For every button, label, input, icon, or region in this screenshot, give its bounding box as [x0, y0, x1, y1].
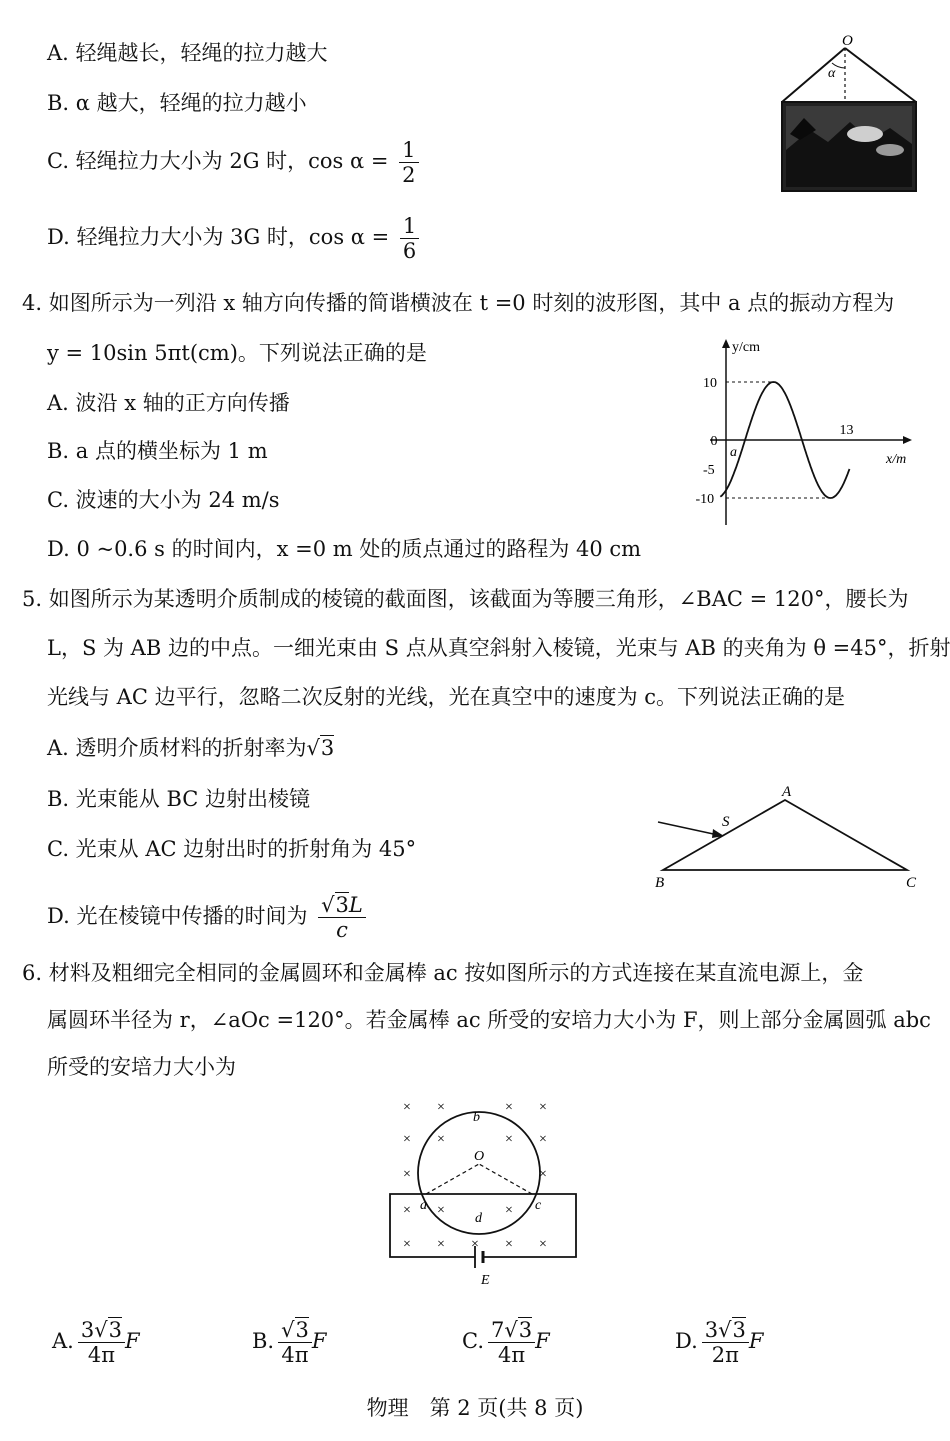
q4-option-d: D. 0 ~0.6 s 的时间内，x =0 m 处的质点通过的路程为 40 cm [47, 537, 642, 561]
magnetic-field-cross: × [471, 1237, 479, 1252]
label-b: b [473, 1110, 480, 1125]
q4-option-a: A. 波沿 x 轴的正方向传播 [47, 391, 290, 415]
magnetic-field-cross: × [539, 1237, 547, 1252]
label-a: a [420, 1198, 427, 1213]
rope-left [782, 48, 845, 102]
painting-cloud [847, 126, 883, 142]
magnetic-field-cross: × [403, 1203, 411, 1218]
option-numerator [278, 1318, 312, 1343]
magnetic-field-cross: × [403, 1237, 411, 1252]
radius-oc [479, 1164, 532, 1194]
q5-option-a [47, 735, 334, 761]
q5-option-c: C. 光束从 AC 边射出时的折射角为 45° [47, 837, 417, 861]
rope-right [845, 48, 916, 102]
y-tick-label: -5 [703, 463, 715, 478]
q5-option-d-numerator [318, 893, 366, 918]
vertex-c-label: C [906, 875, 917, 891]
q3-option-c-fraction [399, 138, 418, 187]
magnetic-field-cross: × [437, 1203, 445, 1218]
option-force-symbol: F [311, 1329, 327, 1353]
magnetic-field-cross: × [539, 1167, 547, 1182]
radius-oa [426, 1164, 479, 1194]
q3-option-a: A. 轻绳越长，轻绳的拉力越大 [47, 41, 328, 65]
page-footer: 物理 第 2 页(共 8 页) [366, 1396, 584, 1420]
magnetic-field-cross: × [505, 1203, 513, 1218]
option-numerator [488, 1318, 535, 1343]
y-tick-label: -10 [695, 492, 715, 507]
sqrt-sign: √ [504, 1318, 518, 1342]
q5-option-d [47, 893, 366, 942]
option-numerator [78, 1318, 125, 1343]
option-coefficient: 7 [491, 1318, 505, 1342]
q5-prism-figure [650, 780, 930, 895]
label-c: c [535, 1198, 542, 1213]
magnetic-field-cross: × [437, 1237, 445, 1252]
q6-option-a [52, 1318, 140, 1367]
q4-option-c: C. 波速的大小为 24 m/s [47, 488, 280, 512]
q4-wave-chart [680, 335, 925, 535]
q3-option-c-text: C. 轻绳拉力大小为 2G 时，cos α = [47, 149, 389, 173]
y-tick-label: 10 [703, 376, 717, 391]
magnetic-field-cross: × [505, 1132, 513, 1147]
q5-option-d-text: D. 光在棱镜中传播的时间为 [47, 904, 308, 928]
option-fraction [702, 1318, 749, 1367]
label-alpha: α [828, 66, 836, 81]
sqrt-sign: √ [306, 736, 320, 760]
option-radicand: 3 [732, 1318, 746, 1342]
magnetic-field-cross: × [403, 1167, 411, 1182]
option-letter: D. [675, 1329, 698, 1353]
q6-stem-line2: 属圆环半径为 r，∠aOc =120°。若金属棒 ac 所受的安培力大小为 F，则上部分金属圆弧 abc [47, 1008, 931, 1032]
point-s-label: S [722, 814, 730, 830]
sqrt-sign: √ [321, 893, 335, 917]
q5-option-d-fraction [318, 893, 366, 942]
magnetic-field-cross: × [437, 1132, 445, 1147]
option-denominator: 4π [87, 1343, 115, 1367]
point-a-label: a [730, 445, 737, 460]
q3-option-d-fraction [400, 214, 419, 263]
q6-stem-line1: 6. 材料及粗细完全相同的金属圆环和金属棒 ac 按如图所示的方式连接在某直流电源上，金 [22, 961, 864, 985]
q5-option-d-radicand: 3 [335, 893, 349, 917]
circuit-wire-right [483, 1194, 576, 1257]
option-denominator: 4π [281, 1343, 309, 1367]
q6-stem-line3: 所受的安培力大小为 [47, 1055, 236, 1079]
q5-option-d-num-var: L [348, 893, 363, 917]
q5-option-a-text: A. 透明介质材料的折射率为 [47, 736, 307, 760]
q3-option-c-numerator: 1 [399, 138, 418, 163]
y-axis-arrow [722, 339, 730, 348]
q3-option-d-denominator: 6 [402, 239, 417, 263]
q3-option-c-denominator: 2 [402, 163, 416, 187]
vertex-b-label: B [655, 875, 665, 891]
option-radicand: 3 [108, 1318, 122, 1342]
q5-option-d-den-var: c [336, 918, 348, 942]
option-fraction [488, 1318, 535, 1367]
q3-option-d [47, 214, 419, 263]
option-radicand: 3 [295, 1318, 309, 1342]
option-force-symbol: F [124, 1329, 140, 1353]
label-d: d [475, 1211, 482, 1226]
q3-option-c [47, 138, 419, 187]
option-force-symbol: F [748, 1329, 764, 1353]
option-coefficient: 3 [80, 1318, 95, 1342]
q3-option-b: B. α 越大，轻绳的拉力越小 [47, 91, 307, 115]
q3-option-d-text: D. 轻绳拉力大小为 3G 时，cos α = [47, 225, 390, 249]
option-letter: C. [462, 1329, 484, 1353]
magnetic-field-cross: × [505, 1237, 513, 1252]
sqrt-sign: √ [718, 1318, 732, 1342]
option-fraction [78, 1318, 125, 1367]
vertex-a-label: A [782, 784, 792, 800]
q3-hanging-picture-figure [770, 30, 930, 195]
q6-ring-circuit-figure [380, 1088, 590, 1293]
q5-option-d-denominator [318, 918, 366, 942]
x-axis-arrow [903, 436, 912, 444]
incident-ray [658, 822, 718, 835]
x-tick-label-13: 13 [839, 423, 854, 438]
painting-mist [876, 144, 904, 156]
q5-option-b: B. 光束能从 BC 边射出棱镜 [47, 787, 311, 811]
q5-stem-line2: L，S 为 AB 边的中点。一细光束由 S 点从真空斜射入棱镜，光束与 AB 的夹角为 θ =45°，折射 [47, 636, 950, 660]
q4-stem-line2: y = 10sin 5πt(cm)。下列说法正确的是 [47, 341, 427, 365]
sqrt-sign: √ [94, 1318, 108, 1342]
label-o: O [474, 1149, 485, 1164]
option-force-symbol: F [535, 1329, 550, 1353]
q6-option-c [462, 1318, 550, 1367]
magnetic-field-cross: × [505, 1100, 513, 1115]
prism-triangle [663, 800, 907, 870]
sqrt-sign: √ [281, 1318, 295, 1342]
magnetic-field-cross: × [437, 1100, 445, 1115]
option-letter: B. [252, 1329, 275, 1353]
y-axis-label: y/cm [732, 340, 760, 355]
magnetic-field-cross: × [539, 1100, 547, 1115]
q5-stem-line1: 5. 如图所示为某透明介质制成的棱镜的截面图，该截面为等腰三角形，∠BAC = 120°，腰长为 [22, 587, 909, 611]
q5-option-a-radicand: 3 [320, 736, 335, 760]
magnetic-field-cross: × [403, 1100, 411, 1115]
y-tick-label: 0 [710, 434, 718, 449]
q6-option-b [252, 1318, 326, 1367]
q6-option-d [675, 1318, 763, 1367]
option-coefficient: 3 [704, 1318, 719, 1342]
option-radicand: 3 [518, 1318, 533, 1342]
q5-stem-line3: 光线与 AC 边平行，忽略二次反射的光线，光在真空中的速度为 c。下列说法正确的是 [47, 685, 846, 709]
magnetic-field-cross: × [539, 1132, 547, 1147]
label-e: E [481, 1273, 490, 1288]
magnetic-field-cross: × [403, 1132, 411, 1147]
option-numerator [702, 1318, 749, 1343]
label-o: O [842, 33, 853, 49]
q4-stem-line1: 4. 如图所示为一列沿 x 轴方向传播的简谐横波在 t =0 时刻的波形图，其中 a 点的振动方程为 [22, 291, 895, 315]
q3-option-d-numerator: 1 [400, 214, 419, 239]
q4-option-b: B. a 点的横坐标为 1 m [47, 439, 268, 463]
x-axis-label: x/m [886, 452, 907, 467]
option-fraction [278, 1318, 312, 1367]
option-denominator: 4π [497, 1343, 526, 1367]
option-denominator: 2π [711, 1343, 739, 1367]
option-letter: A. [52, 1329, 74, 1353]
